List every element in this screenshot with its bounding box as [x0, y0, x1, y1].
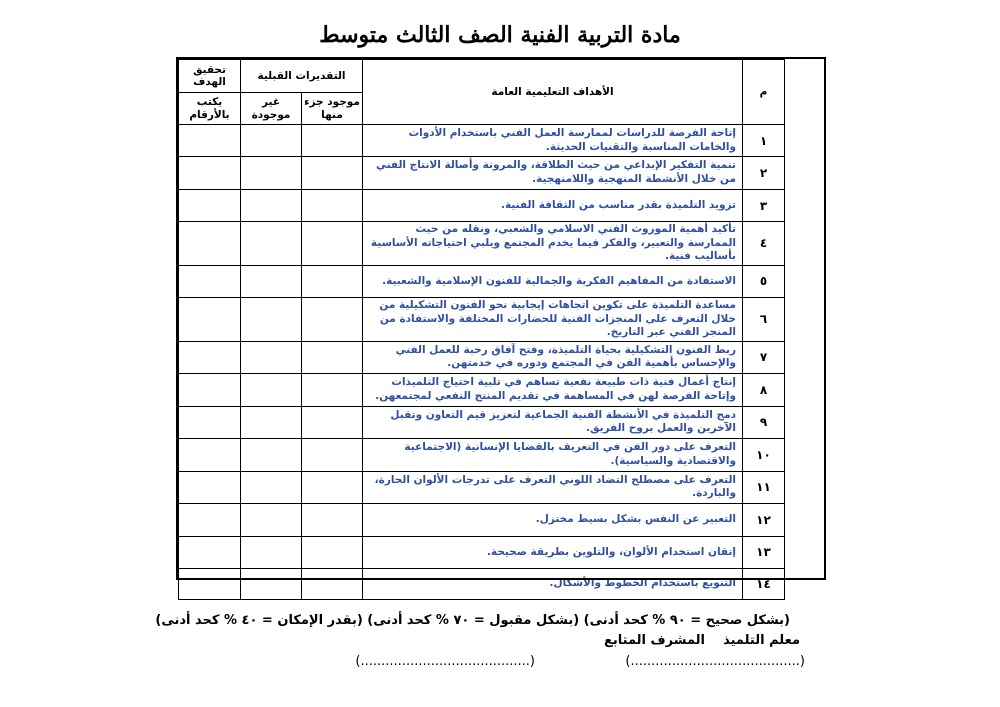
row-goal: دمج التلميذة في الأنشطة الفنية الجماعية لتعزيز قيم التعاون وتقبل الآخرين والعمل بروح الفريق.: [363, 406, 743, 438]
row-number: ٢: [743, 157, 785, 190]
header-present: موجود جزء منها: [302, 93, 363, 125]
row-goal: التعرف على مصطلح التضاد اللوني التعرف على تدرجات الألوان الحارة، والباردة.: [363, 471, 743, 503]
row-number: ٦: [743, 297, 785, 341]
row-goal: التعبير عن النفس بشكل بسيط مختزل.: [363, 503, 743, 536]
row-goal: ربط الفنون التشكيلية بحياة التلميذة، وفتح آفاق رحبة للعمل الفني والإحساس بأهمية الفن في المجتمع ودوره في خدمتهن.: [363, 341, 743, 373]
grades-legend: (بشكل صحيح = ٩٠ % كحد أدنى) (بشكل مقبول = ٧٠ % كحد أدنى) (بقدر الإمكان = ٤٠ % كحد أدنى): [155, 613, 790, 628]
row-goal: الاستفادة من المفاهيم الفكرية والجمالية للفنون الإسلامية والشعبية.: [363, 265, 743, 297]
row-number: ١: [743, 125, 785, 157]
header-goals: الأهداف التعليمية العامة: [363, 60, 743, 125]
row-number: ١١: [743, 471, 785, 503]
row-number: ١٠: [743, 438, 785, 471]
row-number: ٩: [743, 406, 785, 438]
row-number: ٧: [743, 341, 785, 373]
teacher-label: معلم التلميذ: [723, 633, 800, 648]
row-goal: إتاحة الفرصة للدراسات لممارسة العمل الفني باستخدام الأدوات والخامات المناسبة والتقنيات الحديثة.: [363, 125, 743, 157]
table-frame: [176, 57, 826, 580]
row-goal: التنويع باستخدام الخطوط والأشكال.: [363, 568, 743, 599]
header-absent: غير موجودة: [241, 93, 302, 125]
supervisor-signature-line[interactable]: (.........................................): [355, 654, 535, 669]
row-goal: إنتاج أعمال فنية ذات طبيعة نفعية تساهم في تلبية احتياج التلميذات وإتاحة الفرصة لهن في المساهمة في تقديم المنتج النفعي لمجتمعهن.: [363, 373, 743, 406]
row-number: ٥: [743, 265, 785, 297]
row-goal: التعرف على دور الفن في التعريف بالقضايا الإنسانية (الاجتماعية والاقتصادية والسياسية).: [363, 438, 743, 471]
page-title: مادة التربية الفنية الصف الثالث متوسط: [319, 22, 681, 48]
header-num: م: [743, 60, 785, 125]
row-goal: تنمية التفكير الإبداعي من حيث الطلاقة، والمرونة وأصالة الانتاج الفني من خلال الأنشطة المنهجية واللامنهجية.: [363, 157, 743, 190]
header-written: يكتب بالأرقام: [179, 93, 241, 125]
row-number: ٤: [743, 222, 785, 266]
row-number: ١٤: [743, 568, 785, 599]
header-estimates: التقديرات القبلية: [241, 60, 363, 93]
teacher-signature-line[interactable]: (.........................................): [625, 654, 805, 669]
row-goal: إتقان استخدام الألوان، والتلوين بطريقة صحيحة.: [363, 536, 743, 568]
row-goal: مساعدة التلميذة على تكوين اتجاهات إيجابية نحو الفنون التشكيلية من خلال التعرف على المنجزات الفنية للحضارات المختلفة والاستفادة من المنجز الفني عبر التاريخ.: [363, 297, 743, 341]
row-number: ٣: [743, 190, 785, 222]
row-goal: تأكيد أهمية الموروث الفني الاسلامي والشعبي، ونقله من حيث الممارسة والتعبير، والفكر فيما يخدم المجتمع ويلبي احتياجاته الأساسية بأساليب فنية.: [363, 222, 743, 266]
row-number: ٨: [743, 373, 785, 406]
row-goal: تزويد التلميذة بقدر مناسب من الثقافة الفنية.: [363, 190, 743, 222]
header-achieve: تحقيق الهدف: [179, 60, 241, 93]
row-number: ١٣: [743, 536, 785, 568]
row-number: ١٢: [743, 503, 785, 536]
supervisor-label: المشرف المتابع: [604, 633, 705, 648]
